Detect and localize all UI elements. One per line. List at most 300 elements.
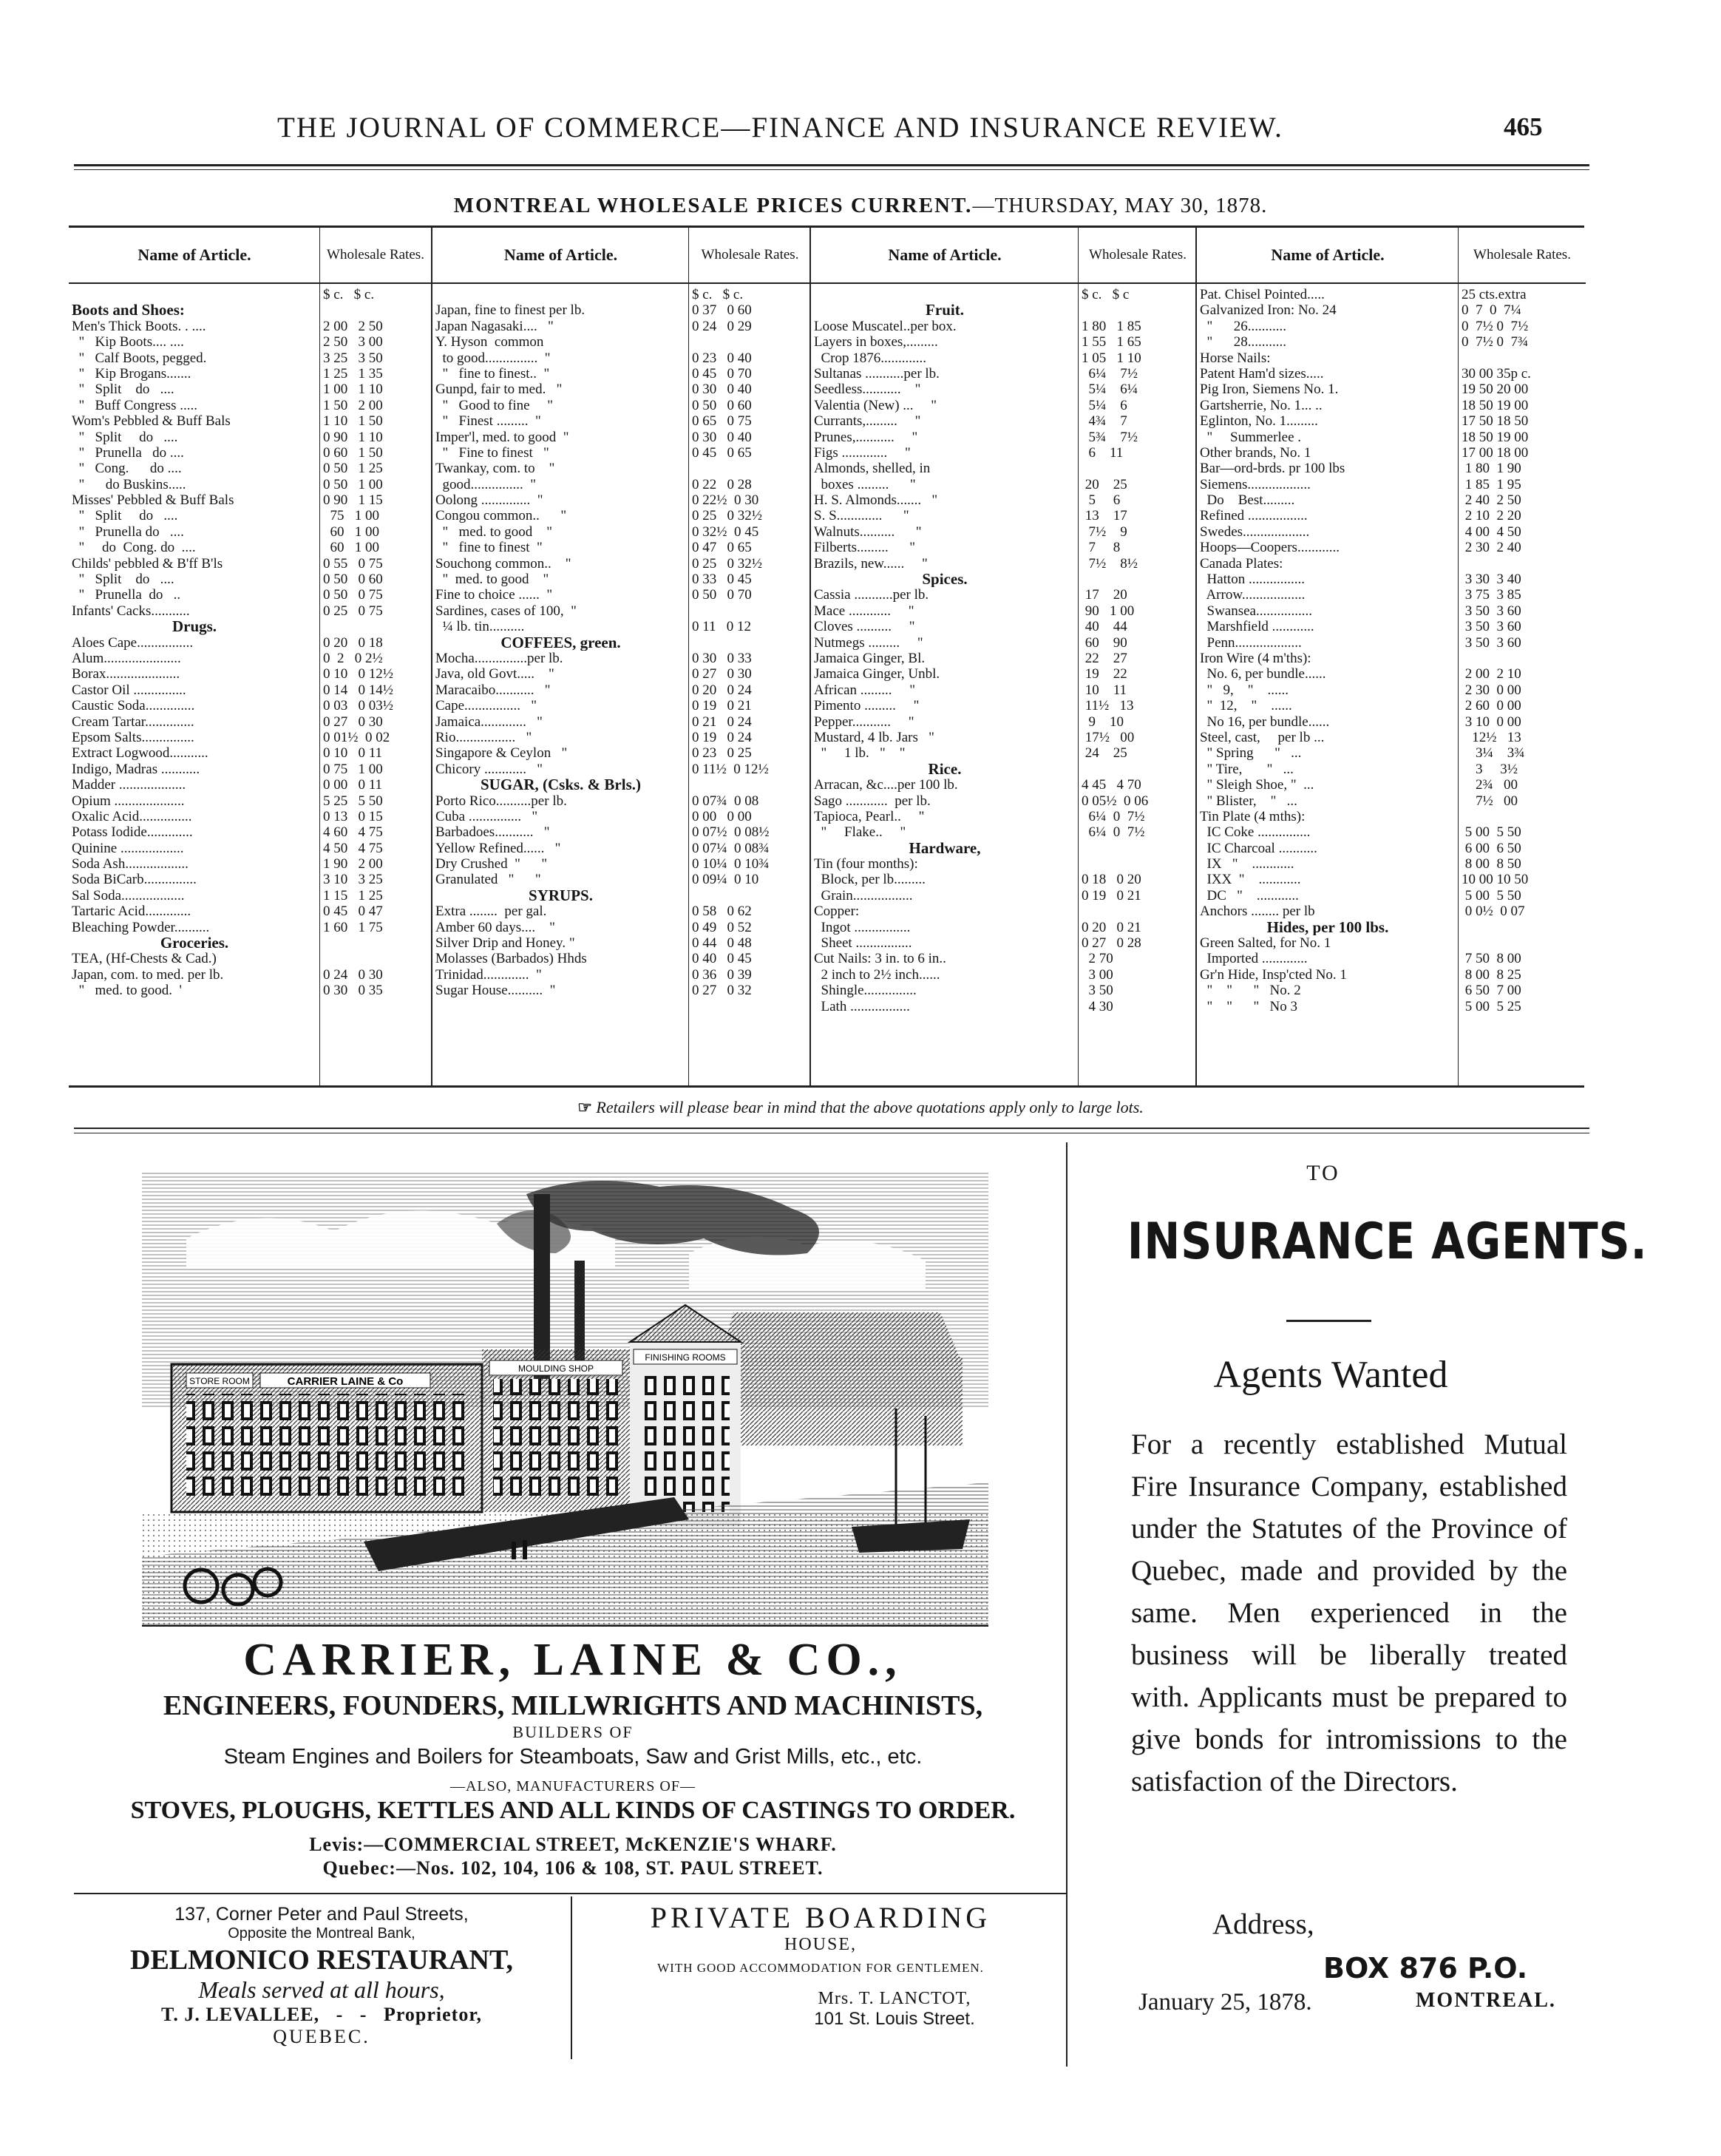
article-name: Filberts......... " — [814, 540, 916, 556]
price-row — [432, 492, 811, 508]
price-row — [432, 413, 811, 429]
article-name: No. 6, per bundle...... — [1200, 666, 1326, 682]
wholesale-rate: 0 50 0 60 — [323, 572, 383, 588]
wholesale-rate: $ c. $ c. — [323, 287, 375, 302]
article-name: Groceries. — [160, 935, 229, 952]
price-row — [432, 651, 811, 666]
price-row — [69, 508, 431, 523]
wholesale-rate: 9 10 — [1082, 713, 1124, 730]
wholesale-rate: 0 0½ 0 07 — [1462, 904, 1525, 920]
price-row — [811, 682, 1197, 698]
price-row — [69, 350, 431, 366]
price-rows — [69, 287, 431, 999]
article-name: " do Buskins..... — [72, 476, 186, 492]
price-row — [1197, 413, 1586, 429]
wholesale-rate: 0 07½ 0 08½ — [692, 824, 770, 841]
wholesale-rate: 5¼ 6 — [1082, 397, 1127, 413]
price-row — [432, 302, 811, 318]
article-name: African ......... " — [814, 682, 916, 698]
wholesale-rate: 18 50 19 00 — [1462, 397, 1529, 413]
article-name: Soda Ash.................. — [72, 856, 189, 872]
price-row — [1197, 382, 1586, 397]
price-row — [69, 967, 431, 983]
wholesale-rate: 0 37 0 60 — [692, 302, 752, 319]
price-row — [432, 967, 811, 983]
header-name-of-article: Name of Article. — [888, 245, 1002, 264]
wholesale-rate: 60 1 00 — [323, 540, 379, 556]
price-row — [432, 619, 811, 634]
price-row — [69, 872, 431, 887]
price-row — [811, 666, 1197, 682]
wholesale-rate: 60 1 00 — [323, 523, 379, 540]
wholesale-rate: 0 07¾ 0 08 — [692, 793, 759, 809]
wholesale-rate: 0 2 0 2½ — [323, 650, 383, 666]
price-row — [69, 413, 431, 429]
article-name: " Prunella do .. — [72, 587, 181, 603]
price-row — [1197, 619, 1586, 634]
article-name: " Split do .... — [72, 508, 178, 524]
wholesale-rate: 0 19 0 21 — [692, 698, 752, 714]
wholesale-rate: 30 00 35p c. — [1462, 365, 1531, 382]
price-row — [1197, 492, 1586, 508]
price-row — [1197, 302, 1586, 318]
price-row — [811, 824, 1197, 840]
wholesale-rate: 8 00 8 50 — [1462, 856, 1521, 872]
wholesale-rate: 0 20 0 21 — [1082, 919, 1141, 935]
article-name: Mocha...............per lb. — [435, 650, 563, 666]
price-row — [811, 382, 1197, 397]
wholesale-rate: 0 13 0 15 — [323, 808, 383, 824]
boarding-owner: Mrs. T. LANCTOT, — [818, 1989, 971, 2008]
wholesale-rate: 5 00 5 50 — [1462, 887, 1521, 904]
price-row — [69, 951, 431, 966]
price-row — [1197, 651, 1586, 666]
wholesale-rate: 5 25 5 50 — [323, 793, 383, 809]
delmonico-city: QUEBEC. — [273, 2026, 370, 2047]
price-row — [811, 430, 1197, 445]
wholesale-rate: 5 00 5 25 — [1462, 998, 1521, 1014]
wholesale-rate: 0 09¼ 0 10 — [692, 872, 759, 888]
insurance-rule — [1286, 1320, 1371, 1322]
price-row — [1197, 714, 1586, 730]
wholesale-rate: 0 21 0 24 — [692, 713, 752, 730]
wholesale-rate: 0 18 0 20 — [1082, 872, 1141, 888]
wholesale-rate: 19 22 — [1082, 666, 1127, 682]
wholesale-rate: 0 30 0 40 — [692, 429, 752, 445]
price-row — [432, 587, 811, 603]
article-name: Canada Plates: — [1200, 555, 1283, 572]
header-wholesale-rates: Wholesale Rates. — [688, 228, 811, 282]
article-name: Prunes,........... " — [814, 429, 918, 445]
wholesale-rate: 0 23 0 40 — [692, 350, 752, 366]
article-name: " Split do .... — [72, 572, 174, 588]
price-rows — [1197, 287, 1586, 1014]
article-name: " Cong. do .... — [72, 461, 182, 477]
wholesale-rate: 0 11 0 12 — [692, 619, 752, 635]
price-row — [811, 461, 1197, 476]
article-name: Soda BiCarb............... — [72, 872, 197, 888]
sign-finishing-rooms: FINISHING ROOMS — [645, 1352, 726, 1363]
wholesale-rate: 0 55 0 75 — [323, 555, 383, 572]
article-name: H. S. Almonds....... " — [814, 492, 938, 509]
article-name: Maracaibo........... " — [435, 682, 551, 698]
price-row — [811, 762, 1197, 777]
header-name-of-article: Name of Article. — [1271, 245, 1385, 264]
carrier-products: Steam Engines and Boilers for Steamboats, Saw and Grist Mills, etc., etc. — [223, 1745, 923, 1769]
wholesale-rate: 1 00 1 10 — [323, 382, 383, 398]
wholesale-rate: 0 50 1 00 — [323, 476, 383, 492]
price-row — [69, 904, 431, 919]
insurance-city: MONTREAL. — [1416, 1989, 1556, 2012]
price-row — [811, 651, 1197, 666]
price-row — [69, 398, 431, 413]
wholesale-rate: 5¼ 6¼ — [1082, 382, 1138, 398]
wholesale-rate: 2 70 — [1082, 951, 1113, 967]
wholesale-rate: 4 45 4 70 — [1082, 777, 1141, 793]
article-name: Gartsherrie, No. 1... .. — [1200, 397, 1323, 413]
price-row — [811, 492, 1197, 508]
price-row — [432, 841, 811, 856]
price-row — [1197, 856, 1586, 872]
article-name: Indigo, Madras ........... — [72, 761, 200, 777]
wholesale-rate: 0 40 0 45 — [692, 951, 752, 967]
price-row — [811, 319, 1197, 334]
price-row — [432, 730, 811, 745]
price-row — [811, 619, 1197, 634]
wholesale-rate: 0 03 0 03½ — [323, 698, 393, 714]
article-name: Oxalic Acid............... — [72, 808, 192, 824]
ads-divider — [571, 1896, 572, 2059]
price-row — [69, 935, 431, 951]
wholesale-rate: 4 00 4 50 — [1462, 523, 1521, 540]
page-number: 465 — [1504, 112, 1543, 141]
article-name: Pig Iron, Siemens No. 1. — [1200, 382, 1339, 398]
sign-moulding-shop: MOULDING SHOP — [517, 1363, 594, 1374]
wholesale-rate: 3 30 3 40 — [1462, 572, 1521, 588]
price-row — [1197, 461, 1586, 476]
price-row — [432, 366, 811, 382]
article-name: " Kip Brogans....... — [72, 365, 191, 382]
wholesale-rate: 1 10 1 50 — [323, 413, 383, 430]
article-name: Steel, cast, per lb ... — [1200, 729, 1325, 745]
price-row — [1197, 334, 1586, 350]
wholesale-rate: 0 19 0 21 — [1082, 887, 1141, 904]
wholesale-rate: 0 27 0 30 — [323, 713, 383, 730]
price-row — [69, 287, 431, 302]
wholesale-rate: 3 50 3 60 — [1462, 634, 1521, 651]
price-row — [69, 445, 431, 461]
price-row — [1197, 935, 1586, 951]
article-name: Sal Soda.................. — [72, 887, 185, 904]
price-row — [1197, 540, 1586, 555]
price-row — [432, 477, 811, 492]
price-row — [69, 698, 431, 713]
article-name: " Flake.. " — [814, 824, 906, 841]
wholesale-rate: 5¾ 7½ — [1082, 429, 1138, 445]
price-row — [69, 809, 431, 824]
price-row — [811, 983, 1197, 998]
article-name: " 28........... — [1200, 334, 1287, 350]
price-row — [432, 666, 811, 682]
price-row — [69, 635, 431, 651]
price-row — [69, 841, 431, 856]
wholesale-rate: 0 47 0 65 — [692, 540, 752, 556]
price-row — [69, 461, 431, 476]
wholesale-rate: 60 90 — [1082, 634, 1127, 651]
price-row — [432, 714, 811, 730]
price-column-header — [1197, 228, 1586, 284]
wholesale-rate: 1 85 1 95 — [1462, 476, 1521, 492]
article-name: Quinine .................. — [72, 840, 184, 856]
article-name: Madder ................... — [72, 777, 186, 793]
price-row — [1197, 698, 1586, 713]
article-name: Extract Logwood........... — [72, 745, 208, 762]
wholesale-rate: 0 50 0 75 — [323, 587, 383, 603]
wholesale-rate: 0 58 0 62 — [692, 904, 752, 920]
price-row — [432, 856, 811, 872]
wholesale-rate: 3 25 3 50 — [323, 350, 383, 366]
article-name: Seedless........... " — [814, 382, 921, 398]
article-name: " Buff Congress ..... — [72, 397, 197, 413]
price-row — [432, 904, 811, 919]
wholesale-rate: 0 32½ 0 45 — [692, 523, 759, 540]
wholesale-rate: 0 7½ 0 7¾ — [1462, 334, 1529, 350]
price-row — [1197, 888, 1586, 904]
price-row — [1197, 730, 1586, 745]
price-row — [69, 430, 431, 445]
price-row — [811, 334, 1197, 350]
price-row — [69, 856, 431, 872]
price-row — [432, 777, 811, 793]
article-name: Granulated " " — [435, 872, 541, 888]
article-name: " med. to good. ' — [72, 983, 182, 999]
article-name: ¼ lb. tin.......... — [435, 619, 525, 635]
delmonico-proprietor: T. J. LEVALLEE, - - Proprietor, — [160, 2004, 482, 2025]
price-table — [69, 226, 1584, 1087]
article-name: Swedes................... — [1200, 523, 1310, 540]
boarding-ad — [577, 1900, 1065, 2030]
article-name: Mustard, 4 lb. Jars " — [814, 729, 934, 745]
article-name: boxes ......... " — [814, 476, 916, 492]
price-row — [432, 888, 811, 904]
article-name: Penn................... — [1200, 634, 1302, 651]
sign-carrier-laine: CARRIER LAINE & Co — [287, 1375, 404, 1388]
wholesale-rate: 0 27 0 30 — [692, 666, 752, 682]
wholesale-rate: 2 60 0 00 — [1462, 698, 1521, 714]
wholesale-rate: 17½ 00 — [1082, 729, 1135, 745]
article-name: Porto Rico..........per lb. — [435, 793, 567, 809]
price-row — [1197, 524, 1586, 540]
price-row — [69, 524, 431, 540]
price-row — [811, 951, 1197, 966]
wholesale-rate: 7½ 9 — [1082, 523, 1127, 540]
price-row — [1197, 762, 1586, 777]
boarding-accommodation: WITH GOOD ACCOMMODATION FOR GENTLEMEN. — [657, 1961, 984, 1975]
article-name: " Calf Boots, pegged. — [72, 350, 207, 366]
price-row — [432, 635, 811, 651]
price-row — [811, 935, 1197, 951]
insurance-box: BOX 876 P.O. — [1323, 1952, 1528, 1984]
article-name: Figs ............. " — [814, 444, 911, 461]
wholesale-rate: 0 90 1 10 — [323, 429, 383, 445]
price-row — [1197, 477, 1586, 492]
price-column-header — [432, 228, 811, 284]
wholesale-rate: 0 30 0 33 — [692, 650, 752, 666]
price-row — [1197, 430, 1586, 445]
article-name: Rio................. " — [435, 729, 532, 745]
price-column-header — [811, 228, 1197, 284]
wholesale-rate: 2 00 2 10 — [1462, 666, 1521, 682]
price-row — [811, 587, 1197, 603]
wholesale-rate: 0 49 0 52 — [692, 919, 752, 935]
article-name: Cuba ............... " — [435, 808, 538, 824]
wholesale-rate: 0 7 0 7¼ — [1462, 302, 1521, 319]
price-row — [432, 319, 811, 334]
wholesale-rate: 19 50 20 00 — [1462, 382, 1529, 398]
price-row — [432, 572, 811, 587]
article-name: IX " ............ — [1200, 856, 1294, 872]
price-row — [811, 477, 1197, 492]
price-row — [811, 967, 1197, 983]
wholesale-rate: 1 55 1 65 — [1082, 334, 1141, 350]
price-row — [432, 350, 811, 366]
article-name: Hides, per 100 lbs. — [1266, 919, 1389, 936]
wholesale-rate: 4¾ 7 — [1082, 413, 1127, 430]
article-name: Potass Iodide............. — [72, 824, 193, 841]
price-row — [69, 824, 431, 840]
wholesale-rate: 0 22½ 0 30 — [692, 492, 759, 509]
price-row — [69, 762, 431, 777]
wholesale-rate: 2 10 2 20 — [1462, 508, 1521, 524]
price-row — [1197, 999, 1586, 1014]
article-name: Souchong common.. " — [435, 555, 571, 572]
article-name: Sugar House.......... " — [435, 983, 556, 999]
price-rows — [811, 287, 1197, 1014]
wholesale-rate: 0 30 0 40 — [692, 382, 752, 398]
article-name: " Prunella do .... — [72, 444, 184, 461]
article-name: Eglinton, No. 1......... — [1200, 413, 1318, 430]
article-name: Anchors ........ per lb — [1200, 904, 1315, 920]
article-name: Wom's Pebbled & Buff Bals — [72, 413, 231, 430]
price-row — [69, 382, 431, 397]
wholesale-rate: 0 36 0 39 — [692, 966, 752, 983]
article-name: SUGAR, (Csks. & Brls.) — [480, 777, 641, 793]
price-row — [1197, 872, 1586, 887]
article-name: Amber 60 days.... " — [435, 919, 555, 935]
article-name: " Split do .... — [72, 382, 174, 398]
wholesale-rate: 0 50 0 60 — [692, 397, 752, 413]
journal-title: THE JOURNAL OF COMMERCE—FINANCE AND INSURANCE REVIEW. — [277, 112, 1283, 143]
article-name: Japan, fine to finest per lb. — [435, 302, 585, 319]
article-name: S. S............. " — [814, 508, 909, 524]
wholesale-rate: 18 50 19 00 — [1462, 429, 1529, 445]
article-name: Almonds, shelled, in — [814, 461, 931, 477]
price-row — [432, 762, 811, 777]
wholesale-rate: 3 75 3 85 — [1462, 587, 1521, 603]
carrier-products-2: STOVES, PLOUGHS, KETTLES AND ALL KINDS OF CASTINGS TO ORDER. — [130, 1797, 1016, 1824]
price-row — [811, 872, 1197, 887]
article-name: Barbadoes........... " — [435, 824, 550, 841]
wholesale-rate: 6¼ 0 7½ — [1082, 808, 1145, 824]
wholesale-rate: $ c. $ c. — [692, 287, 744, 302]
carrier-levis-address: Levis:—COMMERCIAL STREET, McKENZIE'S WHARF. — [309, 1834, 837, 1855]
wholesale-rate: 3 10 0 00 — [1462, 713, 1521, 730]
price-row — [432, 793, 811, 809]
article-name: Java, old Govt..... " — [435, 666, 554, 682]
article-name: Green Salted, for No. 1 — [1200, 935, 1331, 952]
article-name: Iron Wire (4 m'ths): — [1200, 650, 1311, 666]
boarding-title: PRIVATE BOARDING — [650, 1901, 991, 1934]
wholesale-rate: 0 27 0 32 — [692, 983, 752, 999]
article-name: " do Cong. do .... — [72, 540, 196, 556]
wholesale-rate: 6 00 6 50 — [1462, 840, 1521, 856]
article-name: Cape................ " — [435, 698, 537, 714]
article-name: Grain................. — [814, 887, 913, 904]
wholesale-rate: 2 00 2 50 — [323, 318, 383, 334]
wholesale-rate: 0 45 0 65 — [692, 444, 752, 461]
article-name: Walnuts.......... " — [814, 523, 922, 540]
price-row — [432, 983, 811, 998]
column-divider — [1066, 1142, 1067, 2067]
article-name: Japan, com. to med. per lb. — [72, 966, 224, 983]
header-rule-thin — [74, 169, 1589, 170]
price-column-1 — [69, 228, 431, 1085]
wholesale-rate: 6¼ 0 7½ — [1082, 824, 1145, 841]
price-row — [811, 366, 1197, 382]
wholesale-rate: 1 05 1 10 — [1082, 350, 1141, 366]
article-name: Boots and Shoes: — [72, 302, 185, 319]
article-name: SYRUPS. — [529, 887, 593, 904]
article-name: IC Charcoal ........... — [1200, 840, 1317, 856]
wholesale-rate: 1 15 1 25 — [323, 887, 383, 904]
wholesale-rate: 7½ 8½ — [1082, 555, 1138, 572]
price-row — [69, 319, 431, 334]
price-row — [432, 445, 811, 461]
price-row — [432, 430, 811, 445]
article-name: Sardines, cases of 100, " — [435, 603, 577, 619]
price-column-header — [69, 228, 431, 284]
wholesale-rate: 0 90 1 15 — [323, 492, 383, 509]
article-name: " Spring " ... — [1200, 745, 1302, 762]
article-name: Dry Crushed " " — [435, 856, 548, 872]
article-name: Japan Nagasaki.... " — [435, 318, 554, 334]
wholesale-rate: 12½ 13 — [1462, 729, 1521, 745]
price-row — [1197, 967, 1586, 983]
carrier-subtitle: ENGINEERS, FOUNDERS, MILLWRIGHTS AND MACHINISTS, — [163, 1690, 983, 1721]
wholesale-rate: 1 60 1 75 — [323, 919, 383, 935]
wholesale-rate: 17 20 — [1082, 587, 1127, 603]
article-name: Tapioca, Pearl.. " — [814, 808, 925, 824]
price-row — [432, 698, 811, 713]
price-row — [1197, 824, 1586, 840]
wholesale-rate: $ c. $ c — [1082, 287, 1130, 302]
price-row — [1197, 445, 1586, 461]
price-row — [1197, 287, 1586, 302]
wholesale-rate: 17 00 18 00 — [1462, 444, 1529, 461]
retailers-note — [0, 1098, 1721, 1117]
price-row — [432, 872, 811, 887]
price-row — [1197, 951, 1586, 966]
header-name-of-article: Name of Article. — [138, 245, 251, 264]
delmonico-address: 137, Corner Peter and Paul Streets, — [174, 1904, 469, 1925]
price-row — [432, 920, 811, 935]
article-name: Chicory ............ " — [435, 761, 543, 777]
article-name: Cut Nails: 3 in. to 6 in.. — [814, 951, 946, 967]
header-wholesale-rates: Wholesale Rates. — [319, 228, 431, 282]
article-name: Childs' pebbled & B'ff B'ls — [72, 555, 223, 572]
article-name: Tin Plate (4 mths): — [1200, 808, 1306, 824]
wholesale-rate: 3 3½ — [1462, 761, 1518, 777]
